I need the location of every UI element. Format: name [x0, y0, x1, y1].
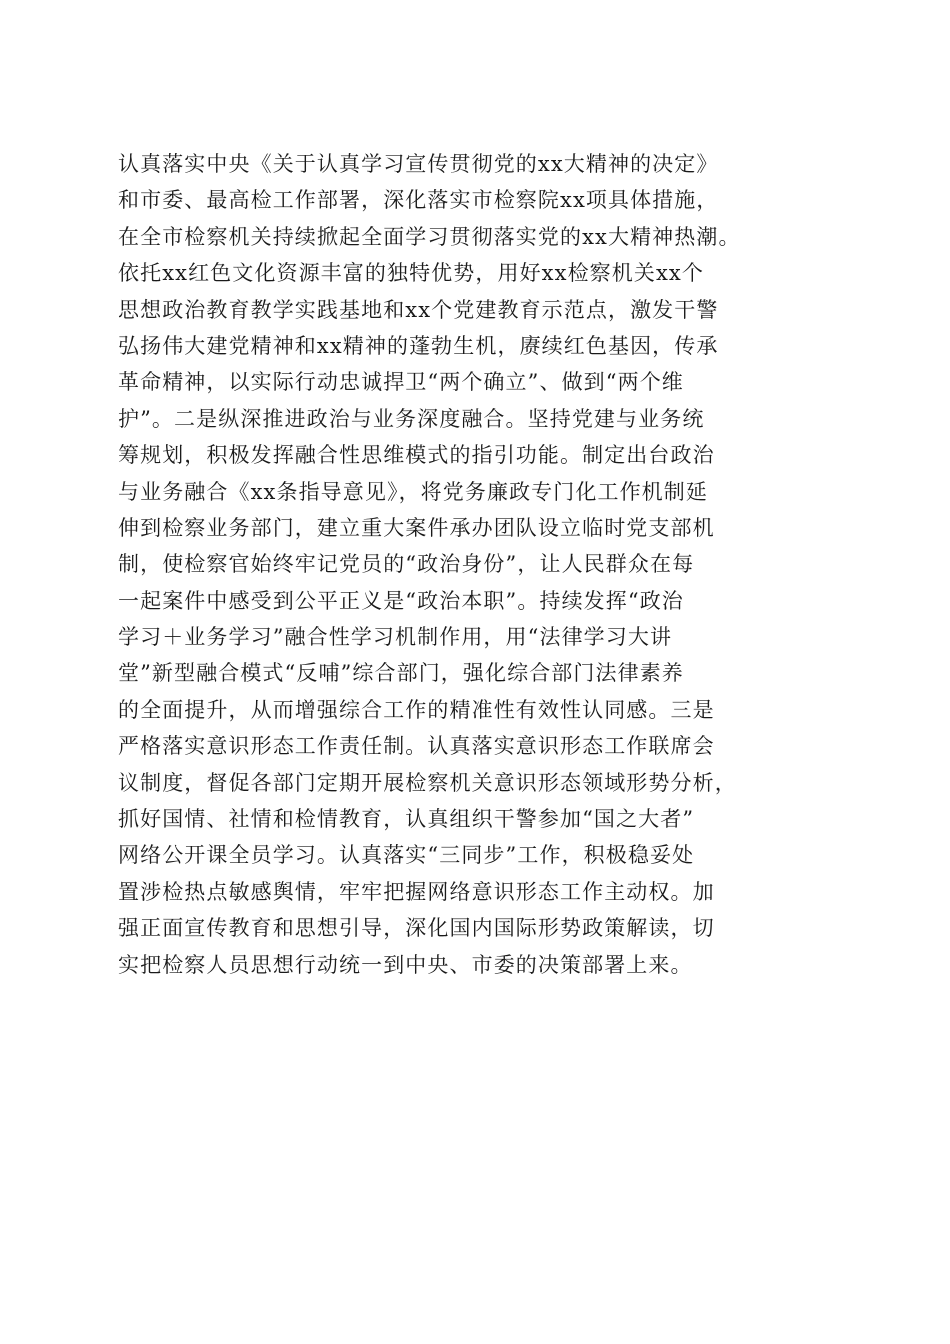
text-line-23: 实把检察人员思想行动统一到中央、市委的决策部署上来。 — [118, 952, 693, 977]
text-line-18: 议制度，督促各部门定期开展检察机关意识形态领域形势分析， — [118, 770, 737, 795]
text-line-17: 严格落实意识形态工作责任制。认真落实意识形态工作联席会 — [118, 734, 715, 759]
text-line-1: 认真落实中央《关于认真学习宣传贯彻党的xx大精神的决定》 — [118, 152, 719, 176]
text-line-7: 革命精神，以实际行动忠诚捍卫“两个确立”、做到“两个维 — [118, 370, 684, 395]
text-line-16: 的全面提升，从而增强综合工作的精准性有效性认同感。三是 — [118, 697, 715, 722]
text-line-3: 在全市检察机关持续掀起全面学习贯彻落实党的xx大精神热潮。 — [118, 224, 741, 249]
text-line-10: 与业务融合《xx条指导意见》，将党务廉政专门化工作机制延 — [118, 479, 708, 504]
text-line-15: 堂”新型融合模式“反哺”综合部门，强化综合部门法律素养 — [118, 661, 684, 686]
text-line-13: 一起案件中感受到公平正义是“政治本职”。持续发挥“政治 — [118, 588, 684, 613]
text-line-12: 制，使检察官始终牢记党员的“政治身份”，让人民群众在每 — [118, 552, 695, 577]
text-line-8: 护”。二是纵深推进政治与业务深度融合。坚持党建与业务统 — [118, 406, 705, 431]
text-line-6: 弘扬伟大建党精神和xx精神的蓬勃生机，赓续红色基因，传承 — [118, 333, 719, 358]
text-line-4: 依托xx红色文化资源丰富的独特优势，用好xx检察机关xx个 — [118, 261, 704, 286]
text-line-5: 思想政治教育教学实践基地和xx个党建教育示范点，激发干警 — [118, 297, 719, 322]
text-line-21: 置涉检热点敏感舆情，牢牢把握网络意识形态工作主动权。加 — [118, 879, 715, 904]
body-paragraph — [118, 146, 848, 983]
text-line-14: 学习＋业务学习”融合性学习机制作用，用“法律学习大讲 — [118, 625, 673, 650]
text-line-2: 和市委、最高检工作部署，深化落实市检察院xx项具体措施， — [118, 188, 719, 213]
text-line-19: 抓好国情、社情和检情教育，认真组织干警参加“国之大者” — [118, 807, 695, 832]
text-line-9: 筹规划，积极发挥融合性思维模式的指引功能。制定出台政治 — [118, 443, 715, 468]
text-line-20: 网络公开课全员学习。认真落实“三同步”工作，积极稳妥处 — [118, 843, 695, 868]
text-line-11: 伸到检察业务部门，建立重大案件承办团队设立临时党支部机 — [118, 515, 715, 540]
text-line-22: 强正面宣传教育和思想引导，深化国内国际形势政策解读，切 — [118, 916, 715, 941]
